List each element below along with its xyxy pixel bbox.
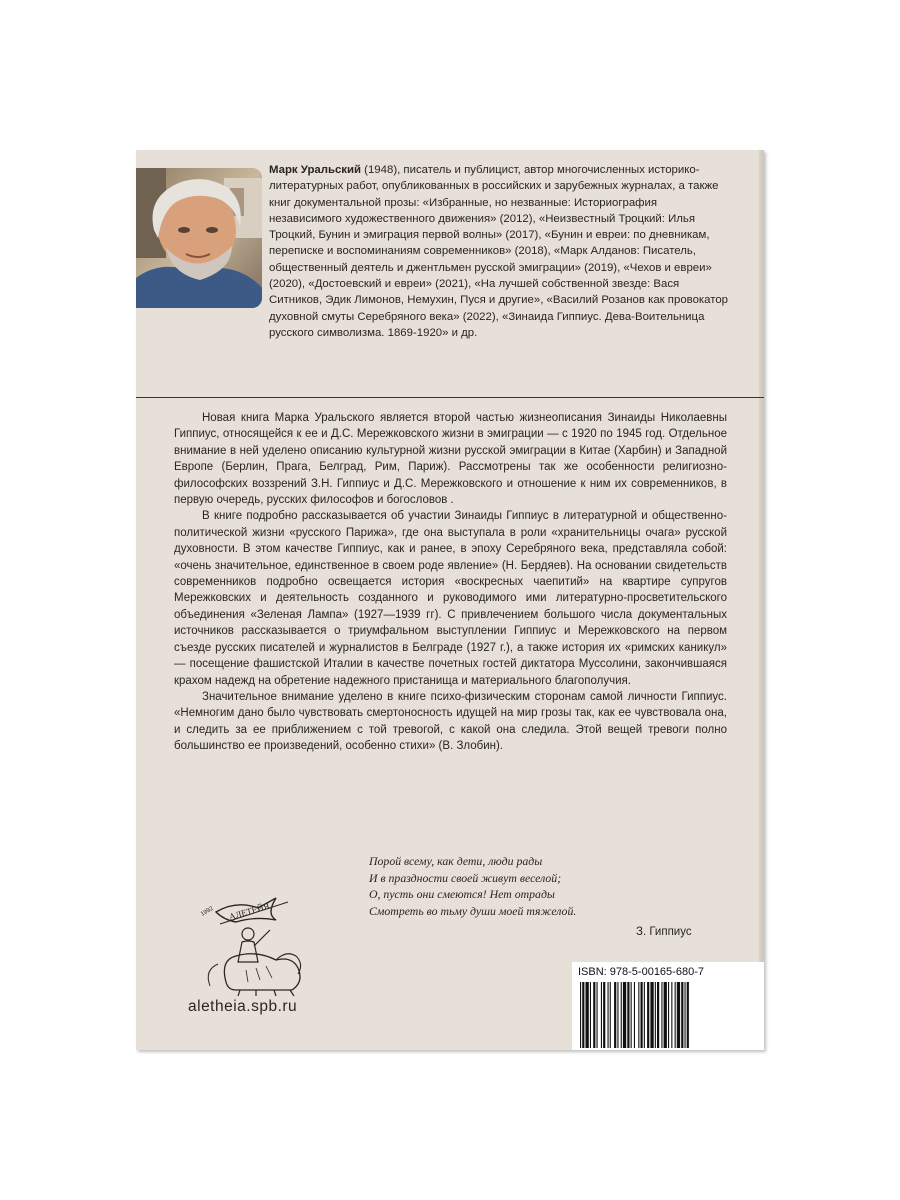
barcode-bar [593,982,595,1048]
barcode-bar [677,982,680,1048]
barcode-icon [578,982,758,1048]
barcode-bar [668,982,669,1048]
barcode-bar [661,982,662,1048]
poem-line: О, пусть они смеются! Нет отрады [369,887,555,902]
barcode-bar [664,982,667,1048]
barcode-bar [647,982,649,1048]
barcode-bar [641,982,643,1048]
barcode-bar [627,982,629,1048]
description-paragraph-3: Значительное внимание уделено в книге психо-физическим сторонам самой личности Гиппиус. «Немногим дано было чувствовать смертоносность идущей на мир грозы так, как ее чувствовала она, и следить за ее приближением с той тревогой, с какой она следила. Этой вещей тревоги полно большинство ее произведений, особенно стихи» (В. Злобин). [174,690,727,753]
barcode-bar [675,982,676,1048]
book-back-cover [136,150,764,1050]
poem-line: Порой всему, как дети, люди рады [369,854,543,868]
section-divider [136,397,764,398]
barcode-bar [681,982,683,1048]
barcode-bar [617,982,618,1048]
barcode-bar [623,982,626,1048]
biography-text: (1948), писатель и публицист, автор многочисленных историко-литературных работ, опубликованных в российских и зарубежных журналах, а также книг документальной прозы: «Избранные, но незванные: Историография независимого художественного движения» (2012), «Неизвестный Троцкий: Илья Троцкий, Бунин и эмиграция первой волны» (2017), «Бунин и евреи: по дневникам, переписке и воспоминаниям современников» (2018), «Марк Алданов: Писатель, общественный деятель и джентльмен русской эмиграции» (2019), «Чехов и евреи» (2020), «Достоевский и евреи» (2021), «На лучшей собственной звезде: Вася Ситников, Эдик Лимонов, Немухин, Пуся и другие», «Василий Розанов как провокатор духовной смуты Серебряного века» (2022), «Зинаида Гиппиус. Дева-Воительница русского символизма. 1869-1920» и др. [269,164,728,339]
barcode-bar [610,982,611,1048]
logo-text: АЛЕТЕЙЯ [227,900,271,922]
poem-author: З. Гиппиус [636,926,692,938]
barcode-bar [657,982,659,1048]
poem-line: Смотреть во тьму души моей тяжелой. [369,903,577,918]
barcode-bar [582,982,584,1048]
barcode-bar [580,982,581,1048]
barcode-bar [586,982,589,1048]
barcode-bar [631,982,632,1048]
author-portrait-image [136,168,262,308]
description-paragraph-1: Новая книга Марка Уральского является второй частью жизнеописания Зинаиды Николаевны Гиппиус, относящейся к ее и Д.С. Мережковского жизни в эмиграции — с 1920 по 1945 год. Отдельное внимание в ней уделено описанию культурной жизни русской эмиграции в Китае (Харбин) и Западной Европе (Берлин, Прага, Белград, Рим, Париж). Рассмотрены так же особенности религиозно-философских воззрений З.Н. Гиппиус и Д.С. Мережковского и отношение к ним их современников, в первую очередь, русских философов и богословов . [174,412,727,507]
cover-edge [759,150,764,1050]
publisher-website: aletheia.spb.ru [188,998,298,1015]
barcode-bar [608,982,609,1048]
isbn-barcode-area [572,962,764,1050]
barcode-bar [601,982,602,1048]
barcode-bar [614,982,616,1048]
barcode-bar [638,982,639,1048]
description-paragraph-2: В книге подробно рассказывается об участии Зинаиды Гиппиус в литературной и общественно-политической жизни «русского Парижа», где она выступала в роли «хранительницы очага» русской духовности. В этом качестве Гиппиус, как и ранее, в эпоху Серебряного века, представляла собой: «очень значительное, единственное в своем роде явление» (Н. Бердяев). На основании свидетельств современников подробно освещается история «воскресных чаепитий» на квартире супругов Мережковских и деятельность созданного и руководимого ими литературно-просветительского объединения «Зеленая Лампа» (1927—1939 гг). С привлечением большого числа документальных источников рассказывается о триумфальном выступлении Гиппиус и Мережковского на первом съезде русских писателей и журналистов в Белграде (1927 г.), а также история их «римских каникул» — посещение фашистской Италии в качестве почетных гостей диктатора Муссолини, закончившаяся крахом надежд на обретение надежного пристанища и материального благополучия. [174,510,727,687]
barcode-bar [621,982,622,1048]
book-description [174,410,727,755]
barcode-bar [655,982,656,1048]
barcode-bar [644,982,645,1048]
barcode-bar [687,982,689,1048]
isbn-number: ISBN: 978-5-00165-680-7 [578,966,704,978]
barcode-bar [634,982,635,1048]
barcode-bar [603,982,605,1048]
author-photo [136,168,262,308]
epigraph-poem [369,853,699,919]
author-name: Марк Уральский [269,164,362,176]
barcode-bar [650,982,653,1048]
barcode-bar [597,982,598,1048]
barcode-bar [685,982,686,1048]
logo-year: 1992 [200,905,215,918]
publisher-logo [196,890,326,998]
poem-line: И в праздности своей живут веселой; [369,870,562,885]
author-biography [269,162,729,341]
barcode-bar [590,982,591,1048]
barcode-bar [671,982,672,1048]
